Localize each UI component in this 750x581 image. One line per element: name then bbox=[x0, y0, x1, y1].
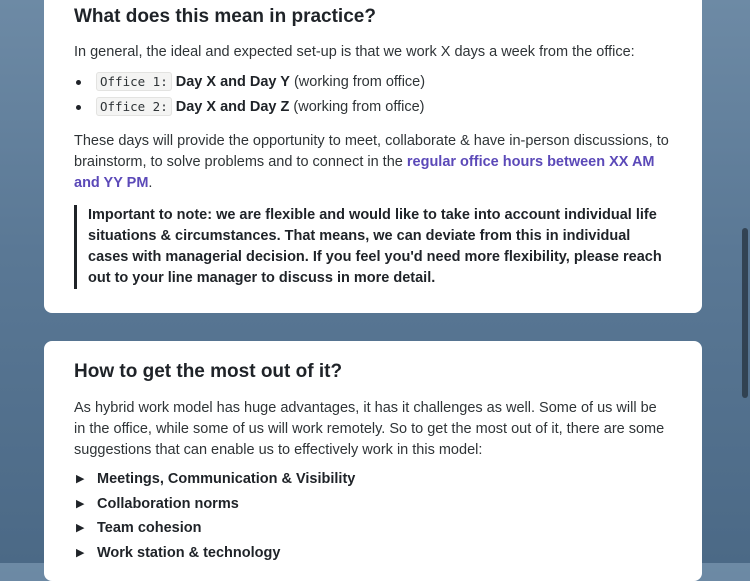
office-note: (working from office) bbox=[289, 74, 426, 90]
inline-code: Office 2: bbox=[96, 97, 172, 116]
office-note: (working from office) bbox=[289, 98, 425, 115]
important-note-quote: Important to note: we are flexible and would like to take into account individual life situations & circumstances. That means, we can deviate from this in individual cases with managerial decision. If you feel you'd need more flexibility, please reach out to your line manager to discuss in more detail. bbox=[74, 205, 672, 289]
paragraph-end: . bbox=[148, 175, 153, 191]
paragraph-text: These days will provide the opportunity to meet, collaborate & have in-person discussions, to brainstorm, to solve problems and to connect in the bbox=[74, 133, 669, 170]
toggle-triangle-icon[interactable]: ▶ bbox=[76, 546, 85, 559]
list-item bbox=[74, 70, 425, 95]
toggle-item-cohesion[interactable] bbox=[74, 516, 355, 541]
scrollbar[interactable] bbox=[740, 0, 750, 563]
toggle-triangle-icon[interactable]: ▶ bbox=[76, 497, 85, 510]
section-heading-practice: What does this mean in practice? bbox=[74, 6, 376, 27]
bullet-icon bbox=[76, 105, 81, 110]
practice-card bbox=[44, 0, 702, 313]
toggle-label: Work station & technology bbox=[97, 544, 281, 561]
office-hours-link[interactable]: regular office hours between XX AM and YY PM bbox=[74, 154, 655, 191]
toggle-item-workstation[interactable] bbox=[74, 541, 355, 566]
scrollbar-thumb[interactable] bbox=[742, 228, 748, 398]
toggle-item-meetings[interactable] bbox=[74, 467, 355, 492]
toggle-triangle-icon[interactable]: ▶ bbox=[76, 473, 85, 485]
most-out-card bbox=[44, 341, 702, 581]
section-heading-most-out: How to get the most out of it? bbox=[74, 361, 343, 382]
intro-paragraph: In general, the ideal and expected set-up is that we work X days a week from the office: bbox=[74, 44, 635, 60]
bullet-icon bbox=[76, 80, 81, 85]
list-item bbox=[74, 95, 425, 120]
toggle-item-collaboration[interactable] bbox=[74, 492, 355, 517]
office-hours-paragraph bbox=[74, 131, 672, 194]
intro-paragraph: As hybrid work model has huge advantages, it has it challenges as well. Some of us will be in the office, while some of us will work remotely. So to get the most out of it, there are some suggestions that can enable us to effectively work in this model: bbox=[74, 400, 665, 458]
office-list bbox=[74, 70, 425, 119]
toggle-triangle-icon[interactable]: ▶ bbox=[76, 522, 85, 534]
office-days: Day X and Day Y bbox=[175, 74, 290, 90]
toggle-label: Collaboration norms bbox=[97, 495, 239, 512]
toggle-list bbox=[74, 467, 355, 565]
toggle-label: Meetings, Communication & Visibility bbox=[97, 471, 356, 487]
inline-code: Office 1: bbox=[96, 72, 172, 91]
office-days: Day X and Day Z bbox=[175, 98, 290, 115]
toggle-label: Team cohesion bbox=[97, 520, 202, 536]
